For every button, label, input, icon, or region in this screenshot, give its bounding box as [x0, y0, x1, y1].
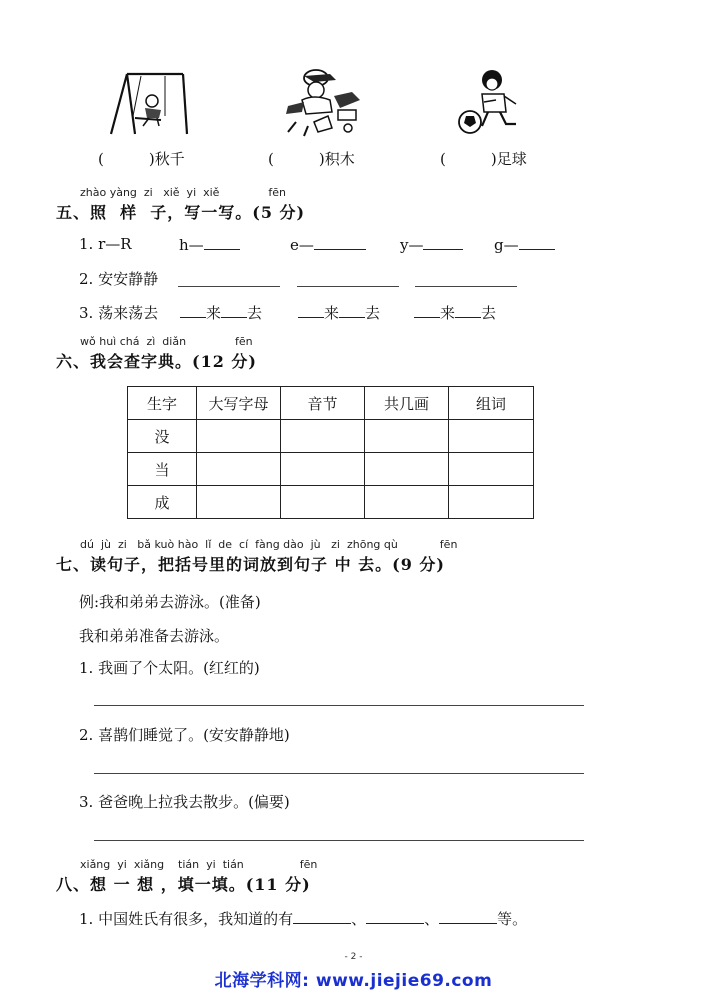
table-cell-answer[interactable]: [197, 420, 281, 453]
answer-blank[interactable]: [339, 303, 365, 318]
table-header: 生字: [128, 387, 197, 420]
answer-blank[interactable]: [366, 909, 424, 924]
table-header: 共几画: [365, 387, 449, 420]
table-row: [128, 486, 534, 519]
section5-q3: 3. 荡来荡去: [79, 304, 159, 322]
answer-blank[interactable]: [293, 909, 351, 924]
dictionary-table: [127, 386, 534, 519]
answer-blank[interactable]: [204, 235, 240, 250]
blocks-picture-icon: [274, 66, 366, 138]
answer-blank[interactable]: [439, 909, 497, 924]
table-header-row: [128, 387, 534, 420]
section7-q2: 2. 喜鹊们睡觉了。(安安静静地): [79, 726, 290, 744]
table-cell-answer[interactable]: [365, 453, 449, 486]
table-row: [128, 453, 534, 486]
table-header: 音节: [281, 387, 365, 420]
answer-blank[interactable]: [298, 303, 324, 318]
section5-q1-item-e: e—: [290, 235, 366, 254]
section7-q3: 3. 爸爸晚上拉我去散步。(偏要): [79, 793, 290, 811]
answer-blank[interactable]: [178, 270, 280, 287]
table-cell-answer[interactable]: [281, 420, 365, 453]
answer-blank[interactable]: [423, 235, 463, 250]
table-header: 组词: [449, 387, 534, 420]
answer-blank[interactable]: [314, 235, 366, 250]
caption-blocks: ( )积木: [268, 150, 355, 168]
answer-line[interactable]: [94, 758, 584, 774]
section8-title: 八、想 一 想 ，填一填。(11 分): [56, 875, 311, 894]
table-header: 大写字母: [197, 387, 281, 420]
section7-example-answer: 我和弟弟准备去游泳。: [79, 627, 230, 645]
section6-pinyin: wǒ huì chá zì diǎn fēn: [80, 335, 253, 348]
table-cell-char: 当: [128, 453, 197, 486]
table-cell-answer[interactable]: [449, 453, 534, 486]
caption-swing: ( )秋千: [98, 150, 185, 168]
section7-example: 例:我和弟弟去游泳。(准备): [79, 593, 261, 611]
section5-pinyin: zhào yàng zi xiě yi xiě fēn: [80, 186, 287, 199]
section6-title: 六、我会查字典。(12 分): [56, 352, 257, 371]
section8-pinyin: xiǎng yi xiǎng tián yi tián fēn: [80, 858, 318, 871]
section5-q1-item-g: g—: [494, 235, 555, 254]
football-picture-icon: [456, 66, 524, 138]
section5-q1-item-h: h—: [179, 235, 240, 254]
answer-blank[interactable]: [455, 303, 481, 318]
answer-line[interactable]: [94, 825, 584, 841]
section7-title: 七、读句子，把括号里的词放到句子 中 去。(9 分): [56, 555, 445, 574]
section5-q3-pattern-3: 来 去: [414, 302, 496, 323]
table-cell-answer[interactable]: [365, 420, 449, 453]
table-row: [128, 420, 534, 453]
section5-q3-pattern-2: 来 去: [298, 302, 380, 323]
section7-pinyin: dú jù zi bǎ kuò hào lǐ de cí fàng dào jù zi zhōng qù fēn: [80, 538, 458, 551]
table-cell-answer[interactable]: [449, 486, 534, 519]
section5-title: 五、照 样 子，写一写。(5 分): [56, 203, 306, 222]
answer-line[interactable]: [94, 690, 584, 706]
table-cell-answer[interactable]: [197, 486, 281, 519]
table-cell-char: 没: [128, 420, 197, 453]
section7-q1: 1. 我画了个太阳。(红红的): [79, 659, 260, 677]
section5-q1: 1. r—R: [79, 235, 132, 253]
table-cell-answer[interactable]: [197, 453, 281, 486]
table-cell-answer[interactable]: [281, 486, 365, 519]
table-cell-answer[interactable]: [449, 420, 534, 453]
table-cell-answer[interactable]: [281, 453, 365, 486]
section5-q2: 2. 安安静静: [79, 270, 159, 288]
answer-blank[interactable]: [519, 235, 555, 250]
section5-q3-pattern-1: 来 去: [180, 302, 262, 323]
answer-blank[interactable]: [221, 303, 247, 318]
answer-blank[interactable]: [180, 303, 206, 318]
watermark-link[interactable]: 北海学科网: www.jiejie69.com: [214, 971, 493, 991]
table-cell-answer[interactable]: [365, 486, 449, 519]
section8-q1: 1. 中国姓氏有很多，我知道的有 、 、 等。: [79, 910, 528, 928]
answer-blank[interactable]: [414, 303, 440, 318]
page-number: - 2 -: [344, 952, 363, 962]
answer-blank[interactable]: [415, 270, 517, 287]
table-cell-char: 成: [128, 486, 197, 519]
answer-blank[interactable]: [297, 270, 399, 287]
caption-football: ( )足球: [440, 150, 527, 168]
section5-q1-item-y: y—: [400, 235, 463, 254]
swing-picture-icon: [105, 68, 190, 138]
